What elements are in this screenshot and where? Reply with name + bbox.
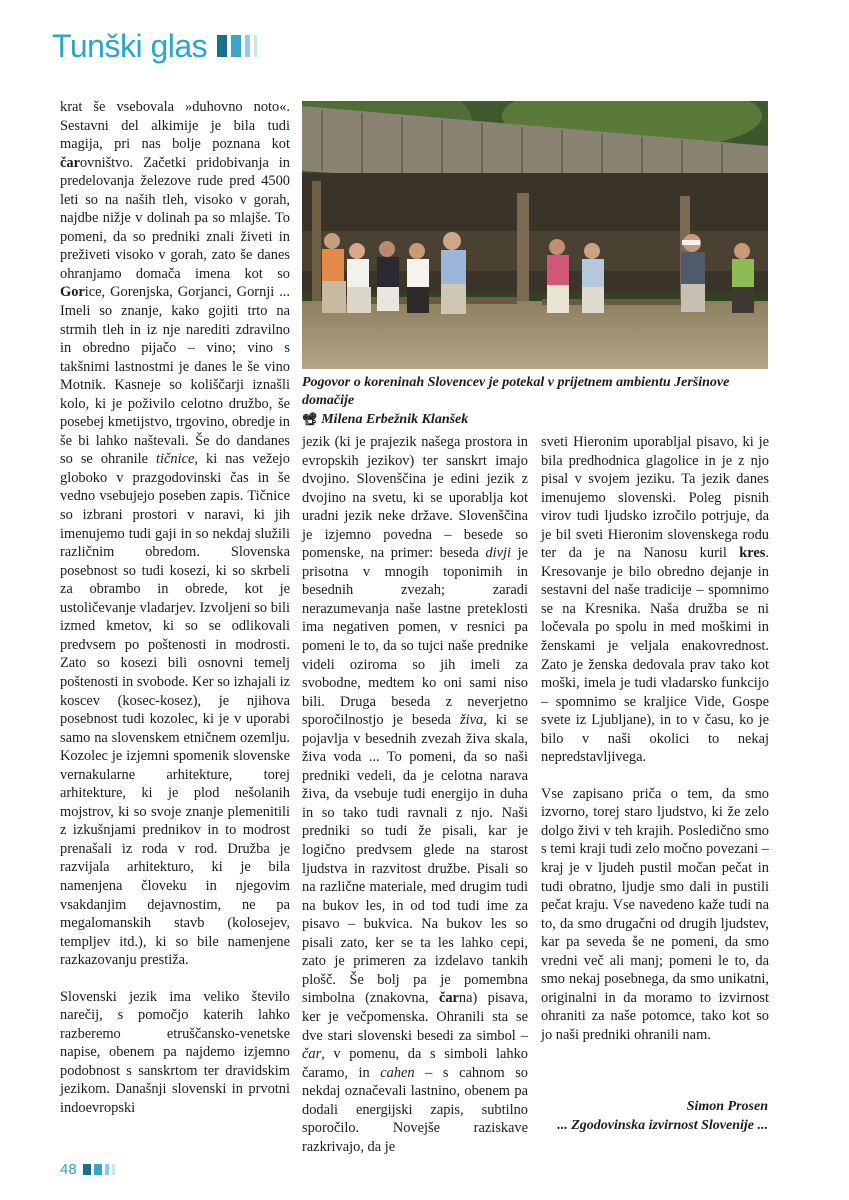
camera-icon: 📽 bbox=[302, 412, 318, 426]
masthead-bars-logo bbox=[217, 35, 257, 57]
italic-text: živa bbox=[460, 712, 484, 729]
article-paragraph: Vse zapisano priča o tem, da smo izvorno, torej staro ljudstvo, ki že zelo dolgo živi v teh krajih. Posledično smo s temi kraji tudi zelo močno povezani – kraj je v ljudeh pustil močan pečat in tudi obratno, ljudje smo dali in pustili pečat kraju. Vse navedeno kaže tudi na to, da smo drugačni od drugih ljudstev, kar pa seveda še ne pomeni, da smo vredni več ali manj; pomeni le to, da smo nekaj posebnega, da smo unikatni, originalni in da moramo to izvirnost ohraniti za naše potomce, tako kot so jo naši predniki ohranili nam. bbox=[541, 785, 769, 1043]
article-column-3 bbox=[541, 433, 769, 1045]
footer-bars-logo bbox=[83, 1164, 115, 1175]
logo-bar bbox=[254, 35, 257, 57]
footer-bar bbox=[83, 1164, 91, 1175]
logo-bar bbox=[231, 35, 241, 57]
article-paragraph: krat še vsebovala »duhovno noto«. Sestavni del alkimije je bila tudi magija, pri nas bolje poznana kot čarovništvo. Začetki pridobivanja in predelovanja železove rude pred 4500 leti so na naših tleh, visoko v gorah, najdbe nižje v dolinah pa so mlajše. To pomeni, da so predniki znali živeti in preživeti visoko v gorah, zato še danes ohranjamo domača imena kot so Gorice, Gorenjska, Gorjanci, Gornji ... Imeli so znanje, kako gojiti trto na strmih tleh in iz nje narediti zdravilno in obredno pijačo – vino; vino s takšnimi lastnostmi je danes le še vino Motnik. Kasneje so koliščarji iznašli kolo, ki je poživilo celotno družbo, še posebej kmetijstvo, trgovino, obredje in še bi lahko naštevali. Še do dandanes so se ohranile tičnice, ki nas vežejo globoko v prazgodovinski čas in še vedno vsebujejo poseben zapis. Tičnice so izbrani prostori v naravi, ki jih imenujemo tudi gaji in so nekdaj služili različnim obredom. Slovenska posebnost so tudi kosezi, ki so skrbeli za obrambo in obrede, kot je ustoličevanje vladarjev. Izvoljeni so bili izmed kmetov, ki so se odlikovali predvsem po poštenosti in modrosti. Zato so kosezi bili osnovni temelj poštenosti in svobode. Ker so izhajali iz koscev (kosec-kosez), je njihova posebnost tudi kozolec, ki je v uporabi samo na slovenskem etničnem ozemlju. Kozolec je izjemni spomenik slovenske vernakularne arhitekture, torej arhitekture, ki je plod nešolanih mojstrov, ki so svoje znanje plemenitili z izkušnjami prednikov in to modrost prenašali iz roda v rod. Družba je razvijala arhitekturo, ki je bila namenjena človeku in njegovim vsakdanjim dejavnostim, ne pa megalomanskih stavb (kolosejev, templjev itd.), ki so bile namenjene razkazovanju prestiža. bbox=[60, 99, 290, 969]
italic-text: čar bbox=[302, 1046, 322, 1063]
bold-text: čar bbox=[438, 990, 459, 1007]
page-footer bbox=[60, 1159, 115, 1179]
signature-block bbox=[528, 1097, 768, 1135]
logo-bar bbox=[245, 35, 250, 57]
bold-text: kres bbox=[739, 545, 766, 562]
caption-text: Pogovor o koreninah Slovencev je potekal v prijetnem ambientu Jeršinove domačije bbox=[302, 375, 730, 408]
event-photo bbox=[302, 101, 768, 369]
article-column-2 bbox=[302, 433, 528, 1156]
photo-credit bbox=[302, 410, 768, 429]
masthead bbox=[52, 24, 257, 68]
magazine-title: Tunški glas bbox=[52, 27, 208, 64]
footer-bar bbox=[105, 1164, 109, 1175]
footer-bar bbox=[94, 1164, 102, 1175]
bold-text: čar bbox=[60, 154, 80, 171]
bold-text: Gor bbox=[60, 284, 85, 301]
article-subtitle: ... Zgodovinska izvirnost Slovenije ... bbox=[557, 1118, 768, 1133]
italic-text: cahen bbox=[380, 1064, 415, 1081]
footer-bar bbox=[112, 1164, 115, 1175]
article-column-1 bbox=[60, 98, 290, 1118]
credit-name: Milena Erbežnik Klanšek bbox=[321, 412, 469, 427]
photo-caption bbox=[302, 374, 768, 429]
photo-illustration bbox=[302, 101, 768, 369]
article-paragraph: sveti Hieronim uporabljal pisavo, ki je bila predhodnica glagolice in je z njo pisal v svojem jeziku. Ta jezik danes imenujemo slovenski. Poleg pisnih virov tudi ljudsko izročilo potrjuje, da je bil sveti Hieronim slovenskega rodu ter da je na Nanosu kuril kres. Kresovanje je bilo obredno dejanje in sestavni del naše tradicije – spomnimo se na Kresnika. Naša družba se ni ločevala po spolu in med moškimi in ženskami je veljala enakovrednost. Zato je ženska dedovala prav tako kot moški, imela je tudi vladarsko funkcijo – spomnimo se kraljice Vide, Gospe svete iz Ljubljane), in to v času, ko je bilo v naši okolici to nekaj nepredstavljivega. bbox=[541, 434, 769, 766]
italic-text: tičnice bbox=[156, 451, 195, 468]
article-paragraph: jezik (ki je prajezik našega prostora in evropskih jezikov) ter sanskrt imajo dvojino. Slovenščina je edini jezik z dvojino na svetu, ki se uporablja kot uradni jezik neke države. Slovenščina je izjemno povedna – besede so pomenske, na primer: beseda divji je prisotna v mnogih toponimih in besednih zvezah; zaradi nerazumevanja naše lastne preteklosti ima negativen pomen, v resnici pa pomeni le to, da so tujci naše prednike videli oziroma so jih imeli za svobodne, medtem ko oni sami niso bili. Druga beseda z neverjetno sporočilnostjo je beseda živa, ki se pojavlja v besednih zvezah živa skala, živa voda ... To pomeni, da so naši predniki vedeli, da je celotna narava živa, da vsebuje tudi energijo in duha in so tako tudi ravnali z njo. Naši predniki so tudi že pisali, kar je logično predvsem glede na starost ljudstva in razvitost družbe. Pisali so na različne materiale, med drugim tudi na bukov les, in od tod tudi ime za pisavo – bukvica. Na bukov les so pisali zato, ker se ta les lahko cepi, zato je primeren za izdelavo tankih plošč. Še bolj pa je pomembna simbolna (znakovna, čarna) pisava, ker je večpomenska. Ohranili sta se dve stari slovenski besedi za simbol – čar, v pomenu, da s simboli lahko čaramo, in cahen – s cahnom so nekdaj označevali lastnino, obenem pa dodali energijski zapis, subtilno sporočilo. Novejše raziskave razkrivajo, da je bbox=[302, 434, 528, 1155]
page-number: 48 bbox=[60, 1160, 77, 1178]
article-paragraph: Slovenski jezik ima veliko število narečij, s pomočjo katerih lahko razberemo etruščansko-venetske napise, obenem pa najdemo izjemno podobnost s sanskrtom ter dravidskim jezikom. Današnji slovenski in prvotni indoevropski bbox=[60, 988, 290, 1116]
logo-bar bbox=[217, 35, 227, 57]
author-name: Simon Prosen bbox=[686, 1099, 768, 1114]
italic-text: divji bbox=[485, 545, 512, 562]
